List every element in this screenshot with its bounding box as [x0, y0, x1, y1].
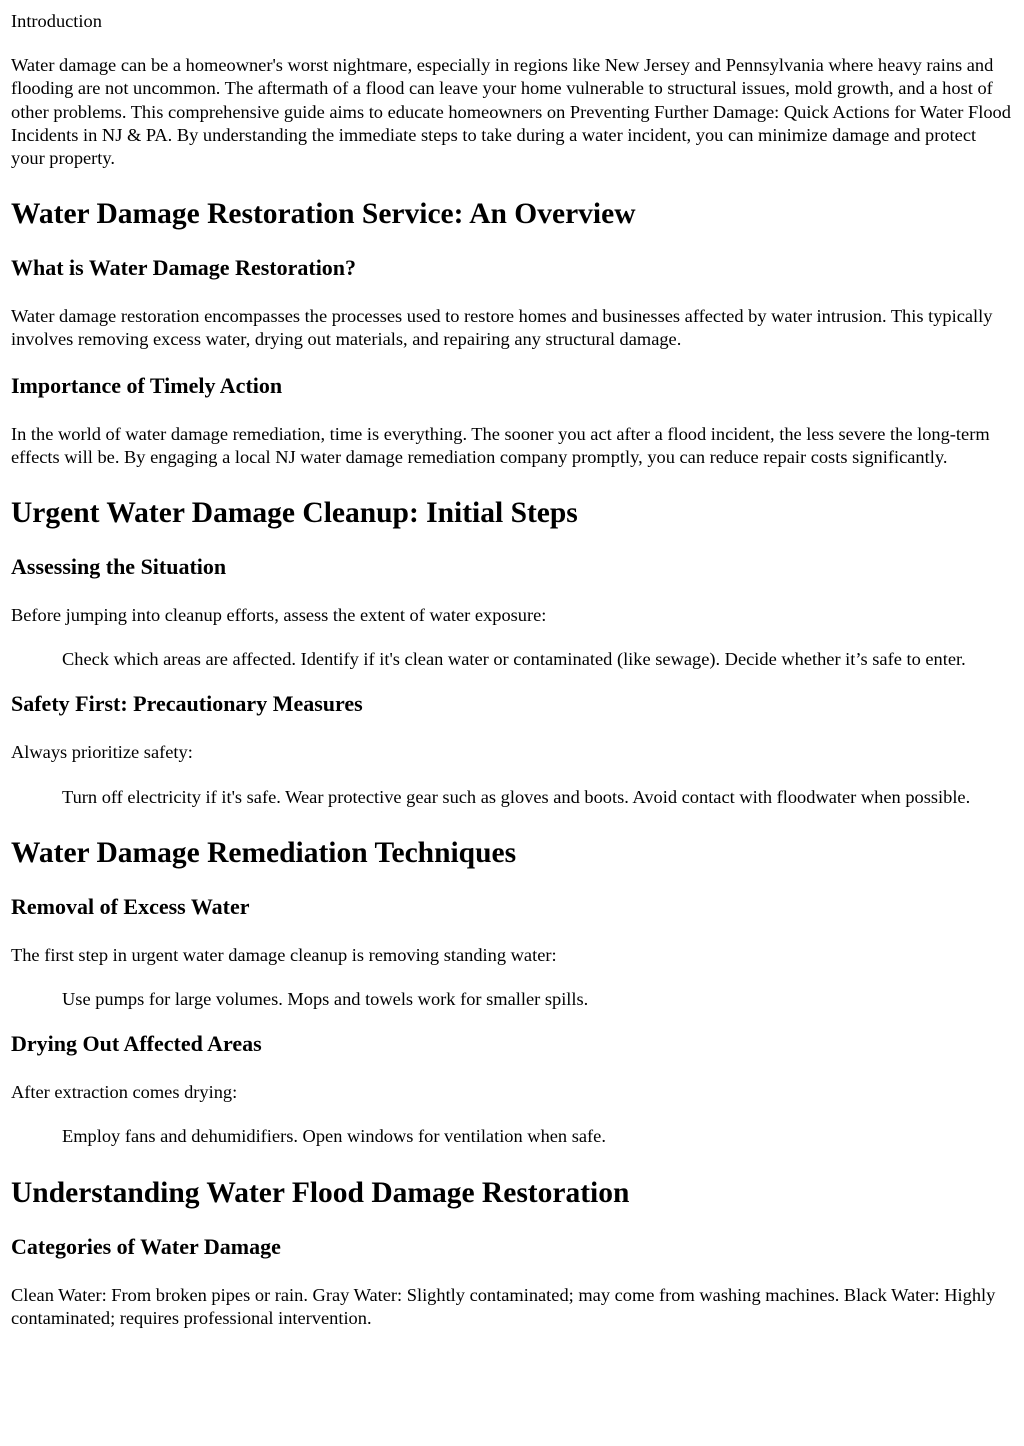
paragraph-assessing: Before jumping into cleanup efforts, assess the extent of water exposure: [11, 605, 547, 626]
intro-paragraph: Water damage can be a homeowner's worst nightmare, especially in regions like New Jersey and Pennsylvania where heavy rains and flooding are not uncommon. The aftermath of a flood can leave your home vulnerable to structural issues, mold growth, and a host of other problems. This comprehensive guide aims to educate homeowners on Preventing Further Damage: Quick Actions for Water Flood Incidents in NJ & PA. By understanding the immediate steps to take during a water incident, you can minimize damage and protect your property. [11, 55, 1011, 169]
subheading-what-is-restoration: What is Water Damage Restoration? [11, 255, 357, 281]
subheading-categories: Categories of Water Damage [11, 1233, 281, 1259]
quote-assessing: Check which areas are affected. Identify if it's clean water or contaminated (like sewage). Decide whether it’s safe to enter. [62, 649, 966, 670]
intro-label: Introduction [11, 11, 102, 31]
subheading-assessing: Assessing the Situation [11, 554, 227, 580]
quote-safety-first: Turn off electricity if it's safe. Wear protective gear such as gloves and boots. Avoid contact with floodwater when possible. [62, 786, 971, 807]
section-heading-flood-restoration: Understanding Water Flood Damage Restoration [11, 1176, 630, 1209]
article [11, 10, 1014, 1330]
section-heading-urgent-cleanup: Urgent Water Damage Cleanup: Initial Steps [11, 497, 578, 530]
quote-drying: Employ fans and dehumidifiers. Open windows for ventilation when safe. [62, 1126, 606, 1147]
paragraph-removal: The first step in urgent water damage cleanup is removing standing water: [11, 944, 557, 965]
quote-removal: Use pumps for large volumes. Mops and towels work for smaller spills. [62, 989, 589, 1010]
paragraph-drying: After extraction comes drying: [11, 1082, 238, 1103]
paragraph-timely-action: In the world of water damage remediation, time is everything. The sooner you act after a flood incident, the less severe the long-term effects will be. By engaging a local NJ water damage remediation company promptly, you can reduce repair costs significantly. [11, 423, 990, 467]
paragraph-categories: Clean Water: From broken pipes or rain. Gray Water: Slightly contaminated; may come from washing machines. Black Water: Highly contaminated; requires professional intervention. [11, 1284, 996, 1328]
section-heading-remediation: Water Damage Remediation Techniques [11, 836, 517, 869]
subheading-timely-action: Importance of Timely Action [11, 372, 283, 398]
subheading-removal: Removal of Excess Water [11, 893, 250, 919]
section-heading-overview: Water Damage Restoration Service: An Overview [11, 198, 636, 231]
paragraph-what-is-restoration: Water damage restoration encompasses the processes used to restore homes and businesses affected by water intrusion. This typically involves removing excess water, drying out materials, and repairing any structural damage. [11, 306, 993, 350]
paragraph-safety-first: Always prioritize safety: [11, 742, 193, 763]
subheading-drying: Drying Out Affected Areas [11, 1031, 262, 1057]
subheading-safety-first: Safety First: Precautionary Measures [11, 691, 363, 717]
